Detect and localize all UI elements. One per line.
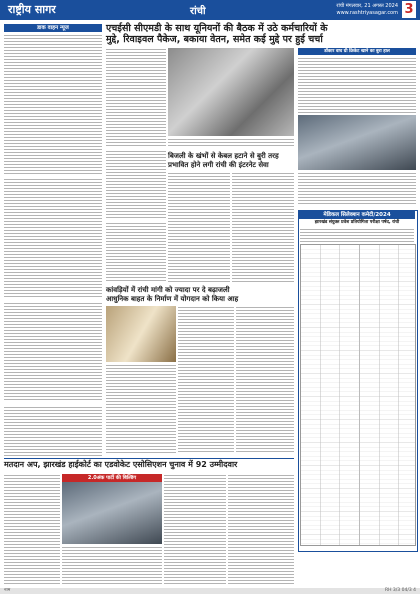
electricity-story-text-3: [106, 222, 166, 282]
exam-box-title: मेडिकल सिलेक्शन कमेटी/2024: [299, 211, 415, 219]
electricity-story-text-2: [232, 172, 294, 282]
bottom-text-3: [164, 474, 226, 586]
photo-caption: [168, 138, 294, 148]
kanwariya-headline: कांवड़ियों में रांची मांगी को ज्यादा पर दे बढ़ाजली आधुनिक बाहत के निर्माण में योगदान को किया आह: [106, 286, 239, 303]
left-column-title: डाक वाहन न्यूज: [4, 24, 102, 32]
section-rule: [4, 458, 294, 459]
kanwariya-text-2: [236, 306, 294, 454]
meeting-photo: [168, 48, 294, 136]
building-photo: [62, 482, 162, 544]
bottom-headline: मतदान अप, झारखंड हाईकोर्ट का एडवोकेट एसोसिएशन चुनाव में 92 उम्मीदवार: [4, 460, 238, 469]
right-box-photo: [298, 115, 416, 170]
website-line: www.rashtriyasagar.com: [336, 10, 398, 16]
electricity-story-text: [168, 172, 230, 282]
page-number: 3: [402, 1, 416, 18]
right-box-text-2: [298, 172, 416, 206]
kanwariya-text-left: [106, 364, 176, 454]
electricity-headline: बिजली के खंभों से केबल हटाने से बुरी तरह प्रभावित होने लगी रांची की इंटरनेट सेवा: [168, 152, 279, 169]
bottom-text-2: [62, 546, 162, 586]
main-headline: [106, 23, 416, 45]
right-box-title: डॉक्टर वाघ ग्री क्रिकेट खाने का बुरा हाल: [298, 48, 416, 55]
main-headline-line1: एचईसी सीएमडी के साथ यूनियनों की बैठक में उठे कर्मचारियों के: [106, 23, 328, 34]
main-headline-line2: मुद्दे, रिवाइवल पैकेज, बकाया वेतन, समेत कई मुद्दे पर हुई चर्चा: [106, 34, 323, 45]
bottom-text-1: [4, 474, 60, 586]
left-column-text-3: [4, 302, 102, 402]
right-box-text: [298, 57, 416, 113]
footer-left: नाम: [4, 588, 11, 593]
exam-box-subtitle: झारखंड संयुक्त प्रवेश प्रतियोगिता परीक्षा पर्षद, रांची: [314, 220, 400, 225]
main-story-text: [106, 48, 166, 148]
left-column-text: [4, 34, 102, 174]
photo-title-banner: 2.0अंक पार्टी की बिल्डिंग: [62, 474, 162, 482]
left-column-text-2: [4, 178, 102, 298]
footer-right: RH 3/3 04/3 4: [384, 588, 416, 593]
city-name: रांची: [190, 6, 206, 17]
exam-box-intro: [300, 228, 414, 242]
electricity-story-text-left: [106, 150, 166, 220]
exam-result-table: [300, 244, 416, 546]
date-line: रांची मंगलवार, 21 अगस्त 2024: [336, 3, 398, 9]
left-column-text-4: [4, 406, 102, 456]
kanwariya-text: [178, 306, 234, 454]
newspaper-brand: राष्ट्रीय सागर: [8, 3, 56, 16]
bottom-text-4: [228, 474, 294, 586]
kanwariya-photo: [106, 306, 176, 362]
